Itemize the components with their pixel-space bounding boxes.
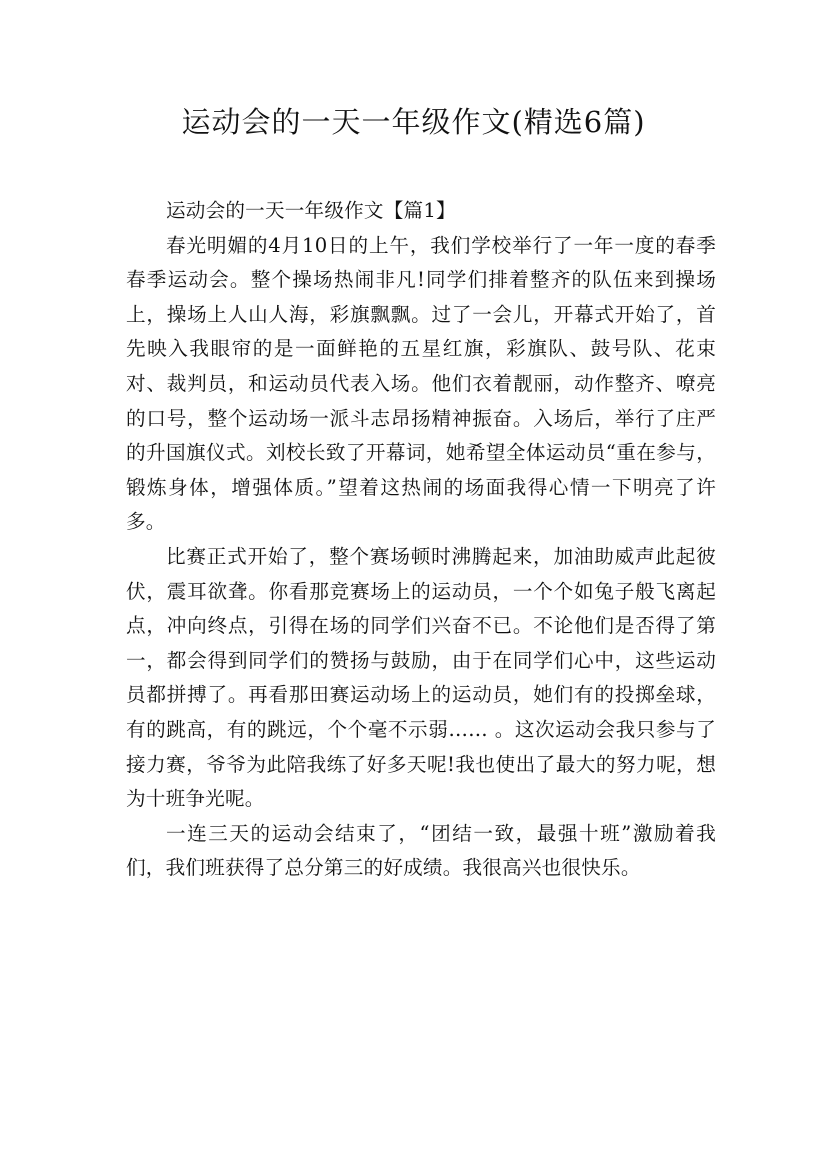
section-heading: 运动会的一天一年级作文【篇1】 [166, 199, 456, 222]
paragraph-conclusion: 一连三天的运动会结束了，“团结一致，最强十班”激励着我们，我们班获得了总分第三的好成绩。我很高兴也很快乐。 [126, 821, 716, 880]
paragraph-competition: 比赛正式开始了，整个赛场顿时沸腾起来，加油助威声此起彼伏，震耳欲聋。你看那竞赛场上的运动员，一个个如兔子般飞离起点，冲向终点，引得在场的同学们兴奋不已。不论他们是否得了第一，都会得到同学们的赞扬与鼓励，由于在同学们心中，这些运动员都拼搏了。再看那田赛运动场上的运动员，她们有的投掷垒球，有的跳高，有的跳远，个个毫不示弱…… 。这次运动会我只参与了接力赛，爷爷为此陪我练了好多天呢!我也使出了最大的努力呢，想为十班争光呢。 [126, 544, 716, 811]
paragraph-opening-ceremony: 春光明媚的4月10日的上午，我们学校举行了一年一度的春季春季运动会。整个操场热闹非凡!同学们排着整齐的队伍来到操场上，操场上人山人海，彩旗飘飘。过了一会儿，开幕式开始了，首先映入我眼帘的是一面鲜艳的五星红旗，彩旗队、鼓号队、花束对、裁判员，和运动员代表入场。他们衣着靓丽，动作整齐、嘹亮的口号，整个运动场一派斗志昂扬精神振奋。入场后，举行了庄严的升国旗仪式。刘校长致了开幕词，她希望全体运动员“重在参与，锻炼身体，增强体质。”望着这热闹的场面我得心情一下明亮了许多。 [126, 233, 716, 534]
document-title: 运动会的一天一年级作文(精选6篇) [181, 105, 646, 139]
document-body [126, 194, 716, 886]
